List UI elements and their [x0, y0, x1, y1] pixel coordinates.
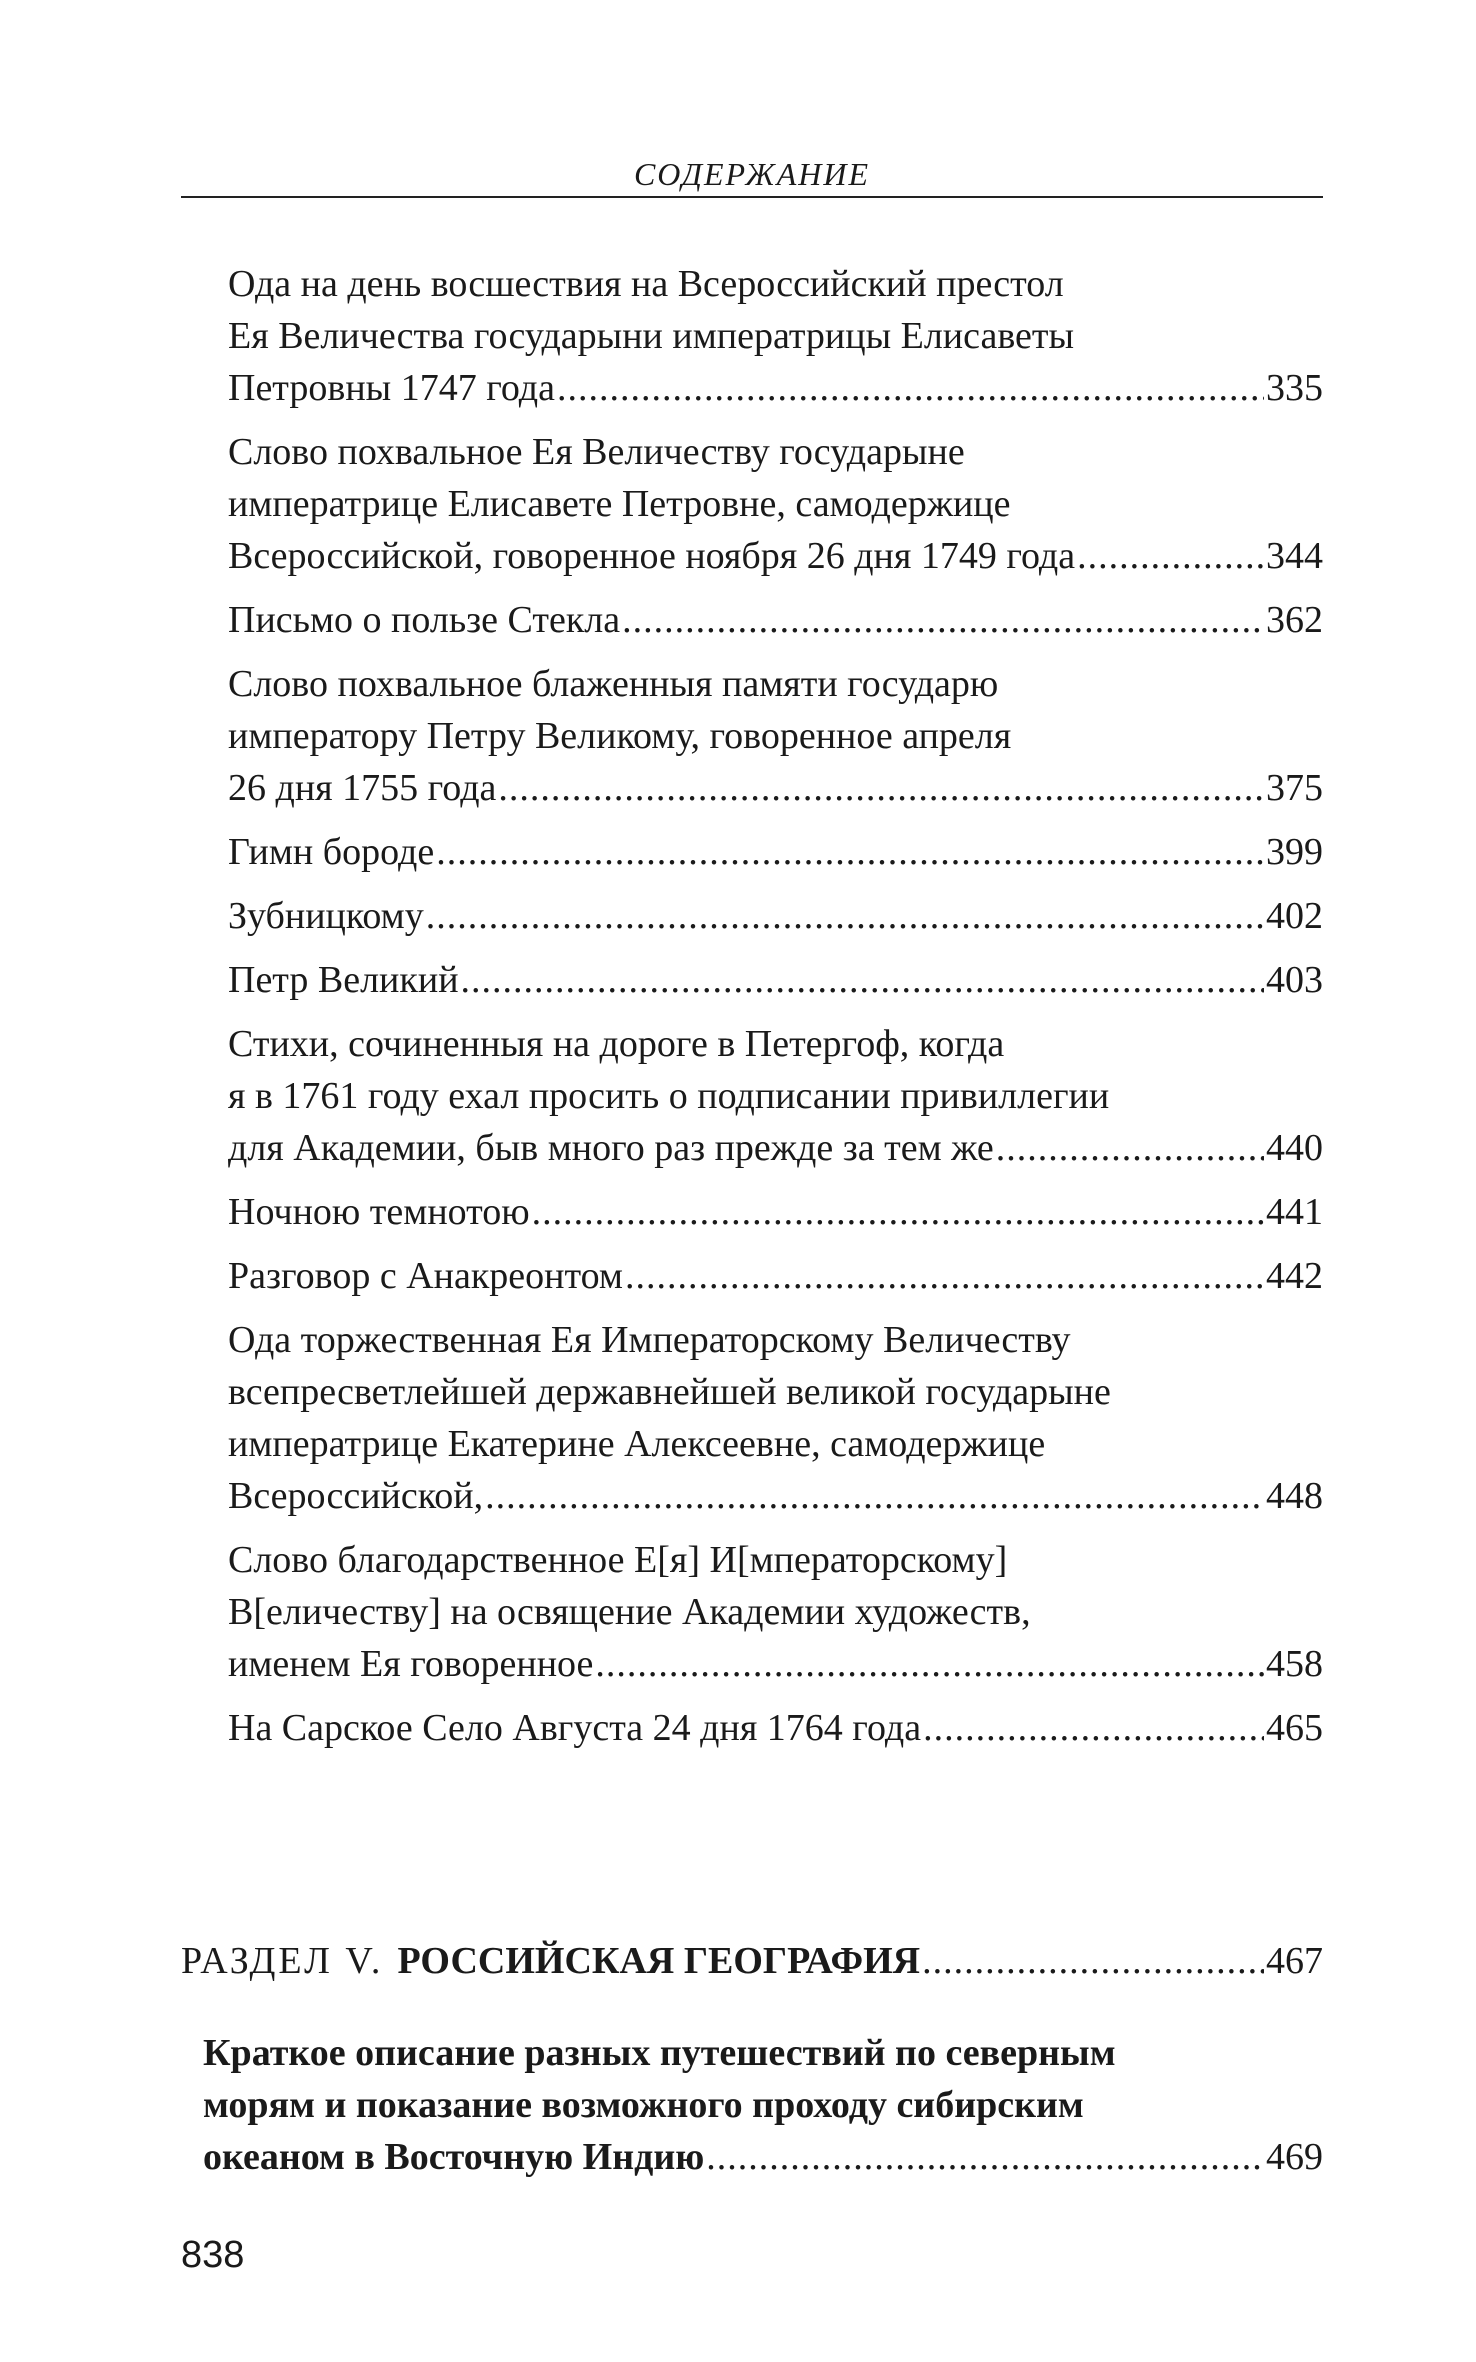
section-page: 467	[1266, 1940, 1323, 1982]
entry-title-end: океаном в Восточную Индию	[203, 2136, 705, 2178]
entry-last-line	[228, 1250, 1323, 1302]
entry-title-end: На Сарское Село Августа 24 дня 1764 года	[228, 1707, 922, 1749]
entry-line: императору Петру Великому, говоренное апреля	[228, 715, 1012, 757]
entry-page-number: 458	[1266, 1643, 1323, 1685]
entry-page-number: 403	[1266, 959, 1323, 1001]
entry-last-line	[228, 362, 1323, 414]
entry-last-line	[228, 1470, 1323, 1522]
dot-leader	[426, 890, 1264, 942]
dot-leader	[923, 1702, 1264, 1754]
toc-entry	[228, 1186, 1323, 1238]
entry-line: Ода на день восшествия на Всероссийский престол	[228, 263, 1064, 305]
entry-page-number: 441	[1266, 1191, 1323, 1233]
entry-page-number: 448	[1266, 1475, 1323, 1517]
entry-title-end: Ночною темнотою	[228, 1191, 530, 1233]
entry-title-end: 26 дня 1755 года	[228, 767, 497, 809]
header-rule	[181, 196, 1323, 198]
dot-leader	[557, 362, 1264, 414]
entry-last-line	[228, 890, 1323, 942]
entry-line: морям и показание возможного проходу сибирским	[203, 2084, 1084, 2126]
entry-last-line	[228, 594, 1323, 646]
entry-last-line	[203, 2131, 1323, 2183]
entry-line: Слово благодарственное Е[я] И[мператорскому]	[228, 1539, 1008, 1581]
section-label: РАЗДЕЛ V.	[181, 1940, 384, 1982]
entry-page-number: 375	[1266, 767, 1323, 809]
toc-entry	[228, 658, 1323, 814]
page-number: 838	[181, 2234, 245, 2276]
entry-title-end: Разговор с Анакреонтом	[228, 1255, 623, 1297]
entry-last-line	[228, 530, 1323, 582]
entry-last-line	[228, 954, 1323, 1006]
dot-leader	[532, 1186, 1264, 1238]
entry-page-number: 465	[1266, 1707, 1323, 1749]
entry-line: Краткое описание разных путешествий по северным	[203, 2032, 1116, 2074]
toc-entry	[228, 1018, 1323, 1174]
entry-title-end: Гимн бороде	[228, 831, 435, 873]
toc-entry	[228, 1314, 1323, 1522]
entry-line: Слово похвальное Ея Величеству государыне	[228, 431, 965, 473]
entry-page-number: 335	[1266, 367, 1323, 409]
entry-title-end: для Академии, быв много раз прежде за тем же	[228, 1127, 994, 1169]
dot-leader	[706, 2131, 1264, 2183]
entry-title-end: Петр Великий	[228, 959, 459, 1001]
dot-leader	[436, 826, 1264, 878]
entry-line: Стихи, сочиненныя на дороге в Петергоф, когда	[228, 1023, 1005, 1065]
running-head: СОДЕРЖАНИЕ	[633, 156, 871, 192]
entry-line: императрице Екатерине Алексеевне, самодержице	[228, 1423, 1046, 1465]
entry-last-line	[228, 1122, 1323, 1174]
entry-line: Слово похвальное блаженныя памяти государю	[228, 663, 999, 705]
dot-leader	[595, 1638, 1264, 1690]
entry-page-number: 402	[1266, 895, 1323, 937]
toc-entry	[228, 594, 1323, 646]
toc-entry	[228, 954, 1323, 1006]
toc-entry-bold	[203, 2027, 1323, 2183]
toc-entry	[228, 890, 1323, 942]
entry-page-number: 440	[1266, 1127, 1323, 1169]
entry-line: я в 1761 году ехал просить о подписании привиллегии	[228, 1075, 1110, 1117]
entry-last-line	[228, 826, 1323, 878]
entry-last-line	[228, 1638, 1323, 1690]
entry-title-end: Петровны 1747 года	[228, 367, 555, 409]
entry-page-number: 442	[1266, 1255, 1323, 1297]
entry-title-end: Письмо о пользе Стекла	[228, 599, 621, 641]
entry-last-line	[228, 1186, 1323, 1238]
entry-page-number: 469	[1266, 2136, 1323, 2178]
entry-last-line	[228, 762, 1323, 814]
entry-title-end: Всероссийской, говоренное ноября 26 дня 1749 года	[228, 535, 1076, 577]
dot-leader	[485, 1470, 1264, 1522]
dot-leader	[996, 1122, 1264, 1174]
entry-last-line	[228, 1702, 1323, 1754]
entry-line: всепресветлейшей державнейшей великой государыне	[228, 1371, 1111, 1413]
entry-title-end: Зубницкому	[228, 895, 424, 937]
dot-leader	[1077, 530, 1264, 582]
toc-entry	[228, 258, 1323, 414]
entry-page-number: 399	[1266, 831, 1323, 873]
entry-page-number: 362	[1266, 599, 1323, 641]
section-heading	[181, 1935, 1323, 1987]
toc-entry	[228, 1702, 1323, 1754]
toc-entry	[228, 826, 1323, 878]
table-of-contents	[228, 258, 1323, 1766]
dot-leader	[498, 762, 1264, 814]
entry-line: В[еличеству] на освящение Академии художеств,	[228, 1591, 1031, 1633]
dot-leader	[922, 1935, 1264, 1987]
entry-line: императрице Елисавете Петровне, самодержице	[228, 483, 1011, 525]
entry-title-end: Всероссийской,	[228, 1475, 484, 1517]
dot-leader	[622, 594, 1264, 646]
section-title: РОССИЙСКАЯ ГЕОГРАФИЯ	[397, 1940, 921, 1982]
dot-leader	[461, 954, 1264, 1006]
entry-page-number: 344	[1266, 535, 1323, 577]
toc-entry	[228, 426, 1323, 582]
entry-line: Ода торжественная Ея Императорскому Величеству	[228, 1319, 1071, 1361]
toc-entry	[228, 1250, 1323, 1302]
entry-title-end: именем Ея говоренное	[228, 1643, 594, 1685]
toc-entry	[228, 1534, 1323, 1690]
entry-line: Ея Величества государыни императрицы Елисаветы	[228, 315, 1075, 357]
dot-leader	[625, 1250, 1264, 1302]
